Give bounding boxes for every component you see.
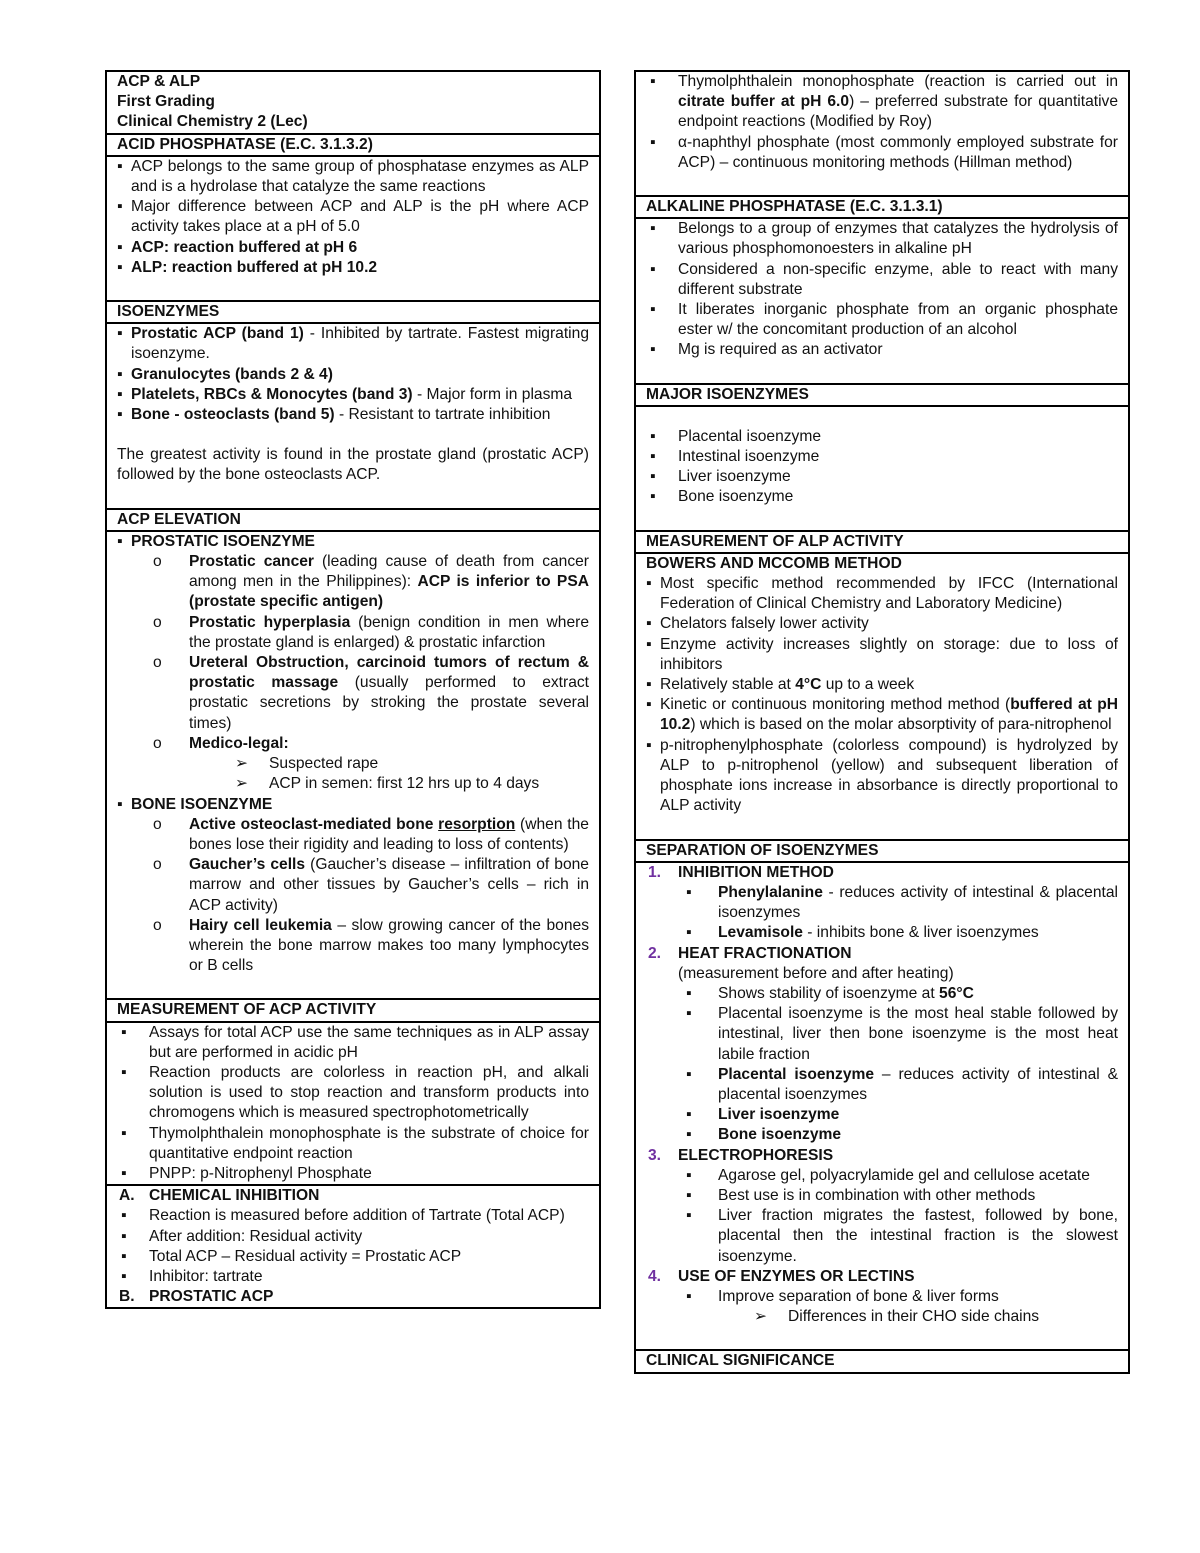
enzymes-lectins-heading: 4. USE OF ENZYMES OR LECTINS [648, 1267, 915, 1285]
list-item: ▪ ACP belongs to the same group of phosphatase enzymes as ALP and is a hydrolase that catalyze the same reactions [117, 157, 589, 197]
list-item: o Prostatic cancer (leading cause of death from cancer among men in the Philippines): ACP is inferior to PSA (prostate specific antigen) [117, 552, 589, 613]
doc-course: Clinical Chemistry 2 (Lec) [117, 113, 308, 131]
list-item: ▪ ALP: reaction buffered at pH 10.2 [117, 258, 589, 278]
list-item: ▪ Liver isoenzyme [646, 1105, 1118, 1125]
list-item: o Medico-legal: [117, 734, 589, 754]
list-item: ▪ Liver fraction migrates the fastest, followed by bone, placental then the intestinal fraction is the slowest isoenzyme. [646, 1206, 1118, 1267]
list-item: ▪ Kinetic or continuous monitoring method method (buffered at pH 10.2) which is based on the molar absorptivity of para-nitrophenol [646, 695, 1118, 735]
list-item: ▪ Placental isoenzyme is the most heal stable followed by intestinal, liver then bone isoenzyme is the most heat labile fraction [646, 1004, 1118, 1065]
list-item: ▪ α-naphthyl phosphate (most commonly employed substrate for ACP) – continuous monitoring methods (Hillman method) [646, 133, 1118, 173]
list-item: ▪ Bone isoenzyme [646, 487, 1118, 507]
doc-title: ACP & ALP [117, 73, 201, 90]
clinical-significance-title: CLINICAL SIGNIFICANCE [636, 1349, 1128, 1371]
electrophoresis-heading: 3. ELECTROPHORESIS [648, 1146, 834, 1164]
list-item: ▪ Phenylalanine - reduces activity of intestinal & placental isoenzymes [646, 883, 1118, 923]
isoenzymes-section-body [107, 324, 599, 507]
alp-section-title: ALKALINE PHOSPHATASE (E.C. 3.1.3.1) [636, 195, 1128, 219]
list-item: ▪ Chelators falsely lower activity [646, 614, 1118, 634]
list-item: ▪ Assays for total ACP use the same techniques as in ALP assay but are performed in acidic pH [117, 1023, 589, 1063]
list-item: ➢ Differences in their CHO side chains [682, 1307, 1118, 1327]
separation-section-title: SEPARATION OF ISOENZYMES [636, 839, 1128, 863]
acp-section-title: ACID PHOSPHATASE (E.C. 3.1.3.2) [107, 133, 599, 157]
acp-elevation-section-title: ACP ELEVATION [107, 508, 599, 532]
list-item: ▪ Reaction products are colorless in reaction pH, and alkali solution is used to stop reaction and transform products into chromogens which is measured spectrophotometrically [117, 1063, 589, 1124]
list-item: ▪ Bone - osteoclasts (band 5) - Resistant to tartrate inhibition [117, 405, 589, 425]
list-item: ▪ Considered a non-specific enzyme, able to react with many different substrate [646, 260, 1118, 300]
alp-section-body [636, 219, 1128, 382]
list-item: ▪ PNPP: p-Nitrophenyl Phosphate [117, 1164, 589, 1184]
major-isoenzymes-section-title: MAJOR ISOENZYMES [636, 383, 1128, 407]
list-item: ▪ Belongs to a group of enzymes that catalyzes the hydrolysis of various phosphomonoesters in alkaline pH [646, 219, 1118, 259]
list-item: ▪ Best use is in combination with other methods [646, 1186, 1118, 1206]
list-item: ▪ Thymolphthalein monophosphate is the substrate of choice for quantitative endpoint reaction [117, 1124, 589, 1164]
list-item: ▪ Levamisole - inhibits bone & liver isoenzymes [646, 923, 1118, 943]
measurement-alp-section-title: MEASUREMENT OF ALP ACTIVITY [636, 530, 1128, 554]
chemical-inhibition-block [107, 1184, 599, 1307]
isoenzymes-section-title: ISOENZYMES [107, 300, 599, 324]
list-item: ▪ Major difference between ACP and ALP is the pH where ACP activity takes place at a pH of 5.0 [117, 197, 589, 237]
list-item: o Ureteral Obstruction, carcinoid tumors of rectum & prostatic massage (usually performed to extract prostatic secretions by stroking the prostate several times) [117, 653, 589, 734]
list-item: ▪ p-nitrophenylphosphate (colorless compound) is hydrolyzed by ALP to p-nitrophenol (yellow) and subsequent liberation of phosphate ions increase in absorbance is directly proportional to ALP activity [646, 736, 1118, 817]
list-item: o Prostatic hyperplasia (benign condition in men where the prostate gland is enlarged) & prostatic infarction [117, 613, 589, 653]
list-item: ▪ PROSTATIC ISOENZYME [117, 532, 589, 552]
list-item: ▪ Shows stability of isoenzyme at 56°C [646, 984, 1118, 1004]
list-item: ▪ It liberates inorganic phosphate from an organic phosphate ester w/ the concomitant production of an alcohol [646, 300, 1118, 340]
list-item: ▪ Thymolphthalein monophosphate (reaction is carried out in citrate buffer at pH 6.0) – preferred substrate for quantitative endpoint reactions (Modified by Roy) [646, 72, 1118, 133]
bowers-mccomb-heading: BOWERS AND MCCOMB METHOD [646, 554, 902, 572]
left-column [105, 70, 601, 1309]
list-item: ▪ ACP: reaction buffered at pH 6 [117, 238, 589, 258]
inhibition-method-heading: 1. INHIBITION METHOD [648, 863, 834, 881]
list-item: ▪ Reaction is measured before addition of Tartrate (Total ACP) [117, 1206, 589, 1226]
list-item: ▪ Liver isoenzyme [646, 467, 1118, 487]
measurement-acp-section-body [107, 1023, 599, 1185]
doc-grading: First Grading [117, 93, 215, 111]
list-item: ▪ BONE ISOENZYME [117, 795, 589, 815]
list-item: ▪ Total ACP – Residual activity = Prostatic ACP [117, 1247, 589, 1267]
isoenzyme-note: The greatest activity is found in the prostate gland (prostatic ACP) followed by the bone osteoclasts ACP. [117, 446, 589, 484]
list-item: o Active osteoclast-mediated bone resorption (when the bones lose their rigidity and leading to loss of contents) [117, 815, 589, 855]
list-item: ▪ Enzyme activity increases slightly on storage: due to loss of inhibitors [646, 635, 1118, 675]
list-item: ▪ Inhibitor: tartrate [117, 1267, 589, 1287]
prostatic-acp-heading: B. PROSTATIC ACP [119, 1288, 274, 1306]
list-item: ▪ Bone isoenzyme [646, 1125, 1118, 1145]
list-item: ▪ Improve separation of bone & liver forms [646, 1287, 1118, 1307]
heat-fractionation-note: (measurement before and after heating) [678, 964, 954, 982]
measurement-acp-section-title: MEASUREMENT OF ACP ACTIVITY [107, 998, 599, 1022]
list-item: o Hairy cell leukemia – slow growing cancer of the bones wherein the bone marrow makes too many lymphocytes or B cells [117, 916, 589, 977]
measurement-alp-section-body [636, 554, 1128, 839]
list-item: ▪ Placental isoenzyme [646, 427, 1118, 447]
list-item: ▪ Most specific method recommended by IFCC (International Federation of Clinical Chemistry and Laboratory Medicine) [646, 574, 1118, 614]
list-item: ▪ Mg is required as an activator [646, 340, 1118, 360]
list-item: ▪ Granulocytes (bands 2 & 4) [117, 365, 589, 385]
substrate-list [636, 72, 1128, 195]
list-item: ▪ Relatively stable at 4°C up to a week [646, 675, 1118, 695]
list-item: ▪ Platelets, RBCs & Monocytes (band 3) - Major form in plasma [117, 385, 589, 405]
list-item: ➢ ACP in semen: first 12 hrs up to 4 days [117, 774, 589, 794]
separation-section-body [636, 863, 1128, 1350]
right-column [634, 70, 1130, 1374]
list-item: ▪ After addition: Residual activity [117, 1227, 589, 1247]
chemical-inhibition-heading: A. CHEMICAL INHIBITION [119, 1187, 320, 1205]
major-isoenzymes-section-body [636, 407, 1128, 530]
list-item: ▪ Prostatic ACP (band 1) - Inhibited by tartrate. Fastest migrating isoenzyme. [117, 324, 589, 364]
acp-section-body [107, 157, 599, 300]
list-item: o Gaucher’s cells (Gaucher’s disease – infiltration of bone marrow and other tissues by Gaucher’s cells – rich in ACP activity) [117, 855, 589, 916]
acp-elevation-section-body [107, 532, 599, 998]
heat-fractionation-heading: 2. HEAT FRACTIONATION [648, 944, 852, 962]
list-item: ▪ Intestinal isoenzyme [646, 447, 1118, 467]
document-header [107, 72, 599, 133]
list-item: ➢ Suspected rape [117, 754, 589, 774]
list-item: ▪ Placental isoenzyme – reduces activity of intestinal & placental isoenzymes [646, 1065, 1118, 1105]
list-item: ▪ Agarose gel, polyacrylamide gel and cellulose acetate [646, 1166, 1118, 1186]
